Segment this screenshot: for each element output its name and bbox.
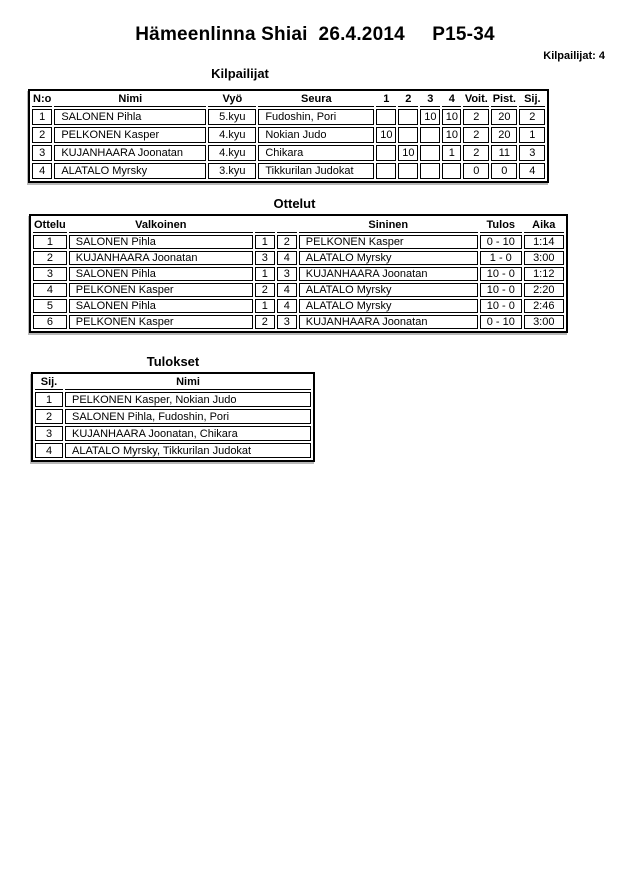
table-row [35, 443, 311, 458]
column-header-no: N:o [33, 93, 52, 105]
table-row [33, 235, 564, 249]
table-row [33, 283, 564, 297]
table-row [33, 267, 564, 281]
table-cell: ALATALO Myrsky [299, 251, 478, 265]
table-cell: 1 [442, 145, 461, 161]
table-cell: 3:00 [524, 315, 564, 329]
column-header-white-no [255, 218, 275, 233]
table-cell: 3 [255, 251, 275, 265]
table-cell [376, 163, 396, 179]
table-cell: KUJANHAARA Joonatan, Chikara [65, 426, 311, 441]
column-header-aika: Aika [524, 218, 564, 233]
table-row [33, 315, 564, 329]
column-header-blue-no [277, 218, 297, 233]
table-cell: 2 [519, 109, 545, 125]
ottelut-table [29, 214, 568, 333]
table-cell: ALATALO Myrsky [299, 299, 478, 313]
table-cell: 10 [442, 109, 461, 125]
table-cell: SALONEN Pihla, Fudoshin, Pori [65, 409, 311, 424]
column-header-nimi: Nimi [54, 93, 206, 107]
column-header-sij: Sij. [519, 93, 545, 107]
table-cell: 2 [255, 315, 275, 329]
table-cell: 2 [463, 109, 489, 125]
table-cell: 1 [255, 299, 275, 313]
table-cell: 1 [32, 109, 52, 125]
table-cell: ALATALO Myrsky [299, 283, 478, 297]
table-cell: 20 [491, 109, 517, 125]
table-cell: 4.kyu [208, 127, 256, 143]
column-header-opp2: 2 [398, 93, 418, 107]
tulokset-section [31, 354, 315, 462]
table-cell: 2 [463, 145, 489, 161]
table-row [35, 426, 311, 441]
table-cell: 2 [33, 251, 67, 265]
table-cell: SALONEN Pihla [54, 109, 206, 125]
table-cell: PELKONEN Kasper [299, 235, 478, 249]
competitor-count-label: Kilpailijat: 4 [543, 50, 605, 62]
table-cell: 2 [463, 127, 489, 143]
kilpailijat-section [28, 66, 549, 183]
table-cell: Fudoshin, Pori [258, 109, 374, 125]
table-cell: 0 [463, 163, 489, 179]
column-header-pist: Pist. [492, 93, 516, 105]
table-cell: 1 [519, 127, 545, 143]
table-cell: Nokian Judo [258, 127, 374, 143]
table-cell: SALONEN Pihla [69, 235, 253, 249]
table-cell: 2 [32, 127, 52, 143]
table-row [35, 409, 311, 424]
table-cell [376, 109, 396, 125]
ottelut-section [29, 196, 568, 333]
table-cell: 0 [491, 163, 517, 179]
table-header-row [32, 93, 545, 107]
table-row [33, 251, 564, 265]
table-cell: 10 [442, 127, 461, 143]
table-cell [398, 109, 418, 125]
column-header-opp1: 1 [376, 93, 396, 107]
tulokset-table [31, 372, 315, 462]
column-header-sij: Sij. [35, 376, 63, 390]
table-cell: 3 [32, 145, 52, 161]
table-cell: 4 [277, 251, 297, 265]
table-row [33, 299, 564, 313]
table-cell: 4 [519, 163, 545, 179]
table-cell: 1 [33, 235, 67, 249]
page-title: Hämeenlinna Shiai 26.4.2014 P15-34 [135, 24, 495, 45]
table-row [32, 127, 545, 143]
table-cell: 0 - 10 [480, 315, 522, 329]
table-cell: PELKONEN Kasper [69, 315, 253, 329]
table-row [35, 392, 311, 407]
table-cell: 3 [519, 145, 545, 161]
table-cell: Chikara [258, 145, 374, 161]
table-cell: 11 [491, 145, 517, 161]
table-cell: 4 [32, 163, 52, 179]
column-header-vyo: Vyö [208, 93, 256, 107]
table-cell: 2:46 [524, 299, 564, 313]
table-cell: PELKONEN Kasper [69, 283, 253, 297]
table-cell: 4 [33, 283, 67, 297]
ottelut-heading: Ottelut [273, 196, 316, 211]
column-header-voit: Voit. [464, 93, 488, 105]
table-cell: 4 [277, 283, 297, 297]
table-cell: 5.kyu [208, 109, 256, 125]
table-cell: 3 [33, 267, 67, 281]
table-cell: 5 [33, 299, 67, 313]
table-cell [420, 127, 440, 143]
table-cell: SALONEN Pihla [69, 267, 253, 281]
table-cell: ALATALO Myrsky [54, 163, 206, 179]
table-cell: 10 - 0 [480, 267, 522, 281]
table-header-row [35, 376, 311, 390]
column-header-nimi: Nimi [65, 376, 311, 390]
table-cell: 1 [255, 235, 275, 249]
table-cell: KUJANHAARA Joonatan [299, 315, 478, 329]
table-cell: 20 [491, 127, 517, 143]
kilpailijat-heading: Kilpailijat [211, 66, 269, 81]
table-cell: 3:00 [524, 251, 564, 265]
table-cell: 2:20 [524, 283, 564, 297]
table-cell: 4.kyu [208, 145, 256, 161]
table-cell: KUJANHAARA Joonatan [54, 145, 206, 161]
table-cell: KUJANHAARA Joonatan [299, 267, 478, 281]
kilpailijat-table [28, 89, 549, 183]
table-row [32, 163, 545, 179]
table-cell: 10 [398, 145, 418, 161]
table-cell: ALATALO Myrsky, Tikkurilan Judokat [65, 443, 311, 458]
table-cell: Tikkurilan Judokat [258, 163, 374, 179]
table-row [32, 109, 545, 125]
table-cell: 3 [277, 267, 297, 281]
table-cell: 4 [35, 443, 63, 458]
table-cell: 10 - 0 [480, 299, 522, 313]
column-header-valkoinen: Valkoinen [69, 218, 253, 233]
column-header-sininen: Sininen [299, 218, 478, 233]
table-cell: 1 [35, 392, 63, 407]
table-cell: 10 - 0 [480, 283, 522, 297]
table-cell: 10 [420, 109, 440, 125]
table-cell: 1 - 0 [480, 251, 522, 265]
table-cell: PELKONEN Kasper, Nokian Judo [65, 392, 311, 407]
column-header-opp4: 4 [442, 93, 461, 107]
tulokset-heading: Tulokset [146, 354, 200, 369]
table-cell: 2 [35, 409, 63, 424]
table-cell [376, 145, 396, 161]
table-cell [442, 163, 461, 179]
table-cell: 6 [33, 315, 67, 329]
table-cell [398, 163, 418, 179]
table-cell: 1 [255, 267, 275, 281]
table-cell: 2 [255, 283, 275, 297]
column-header-ottelu: Ottelu [33, 218, 67, 233]
column-header-seura: Seura [258, 93, 374, 107]
table-cell [398, 127, 418, 143]
table-cell: 1:14 [524, 235, 564, 249]
table-cell: 0 - 10 [480, 235, 522, 249]
table-cell: 1:12 [524, 267, 564, 281]
table-cell: 3 [277, 315, 297, 329]
table-cell: SALONEN Pihla [69, 299, 253, 313]
column-header-tulos: Tulos [480, 218, 522, 233]
table-cell: 3 [35, 426, 63, 441]
table-row [32, 145, 545, 161]
table-cell: 3.kyu [208, 163, 256, 179]
table-cell [420, 145, 440, 161]
table-cell: 4 [277, 299, 297, 313]
table-cell: KUJANHAARA Joonatan [69, 251, 253, 265]
table-header-row [33, 218, 564, 233]
column-header-opp3: 3 [420, 93, 440, 107]
table-cell: PELKONEN Kasper [54, 127, 206, 143]
table-cell: 2 [277, 235, 297, 249]
table-cell [420, 163, 440, 179]
table-cell: 10 [376, 127, 396, 143]
